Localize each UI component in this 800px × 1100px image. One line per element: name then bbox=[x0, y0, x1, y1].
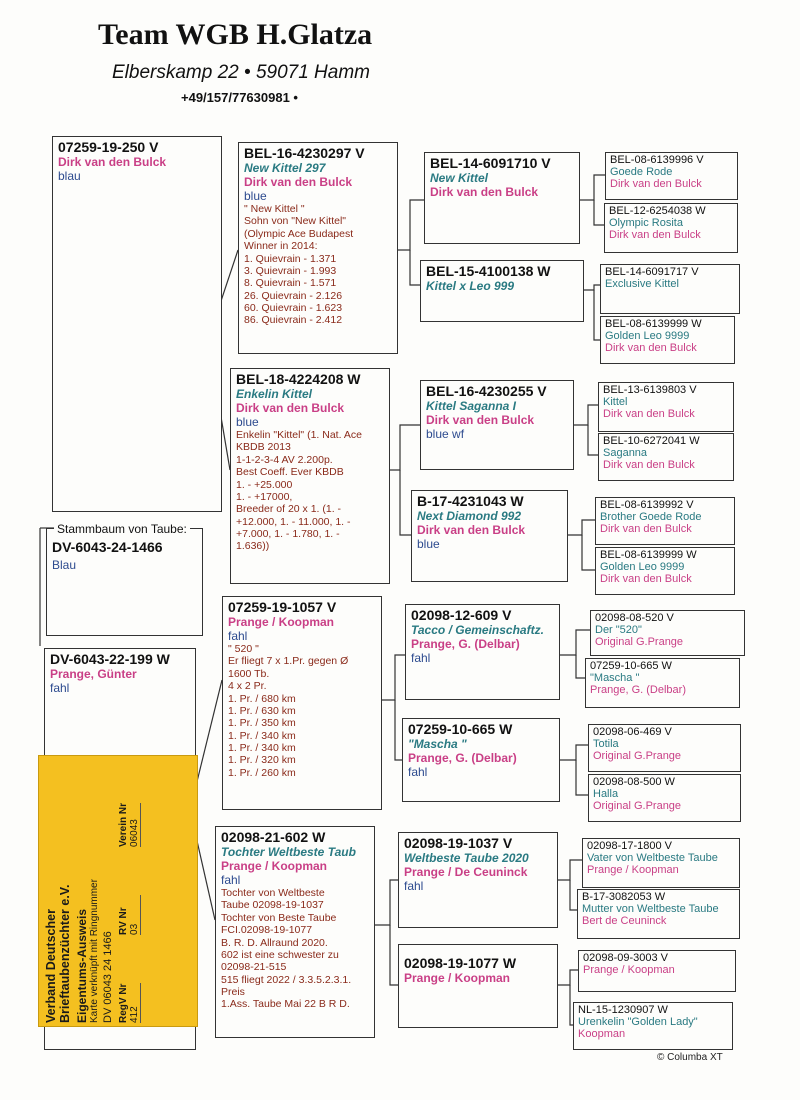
breeder: Prange, G. (Delbar) bbox=[590, 684, 686, 696]
great-grandparent-box bbox=[420, 260, 584, 322]
copyright-footer: © Columba XT bbox=[657, 1052, 723, 1063]
ring-number: 02098-19-1037 V bbox=[404, 835, 513, 851]
connector-line bbox=[594, 200, 604, 225]
card-regv: 412 bbox=[129, 983, 141, 1023]
ring-number: 02098-09-3003 V bbox=[583, 952, 669, 964]
connector-line bbox=[395, 700, 402, 760]
ring-number: BEL-16-4230255 V bbox=[426, 383, 547, 399]
breeder: Original G.Prange bbox=[593, 750, 682, 762]
ownership-card bbox=[38, 755, 198, 1027]
ring-number: BEL-18-4224208 W bbox=[236, 371, 361, 387]
pigeon-name: Goede Rode bbox=[610, 166, 673, 178]
color: fahl bbox=[221, 873, 241, 887]
performance-notes: Tochter von Weltbeste Taube 02098-19-1037 Tochter von Beste Taube FCI.02098-19-1077 B. R. D. Allraund 2020. 602 ist eine schwester zu 02098-21-515 515 fliegt 2022 / 3.3.5.2.3.1. Preis 1.Ass. Taube Mai 22 B R D. bbox=[221, 887, 352, 1011]
connector-line bbox=[558, 970, 578, 985]
grandparent-box bbox=[230, 368, 390, 584]
color: fahl bbox=[50, 681, 70, 695]
card-title: Eigentums-Ausweis bbox=[74, 908, 89, 1023]
color: blue bbox=[244, 189, 267, 203]
card-rv: 03 bbox=[129, 895, 141, 935]
ring-number: BEL-12-6254038 W bbox=[609, 205, 706, 217]
ancestor-box bbox=[582, 838, 740, 888]
pigeon-name: Tacco / Gemeinschaftz. bbox=[411, 623, 544, 637]
great-grandparent-box bbox=[420, 380, 574, 470]
pigeon-name: Exclusive Kittel bbox=[605, 278, 679, 290]
ring-number: BEL-14-6091717 V bbox=[605, 266, 699, 278]
grandparent-box bbox=[215, 826, 375, 1038]
pigeon-name: Weltbeste Taube 2020 bbox=[404, 851, 529, 865]
ancestor-box bbox=[605, 152, 738, 200]
breeder: Dirk van den Bulck bbox=[600, 523, 692, 535]
breeder: Prange, G. (Delbar) bbox=[411, 637, 520, 651]
pigeon-name: Totila bbox=[593, 738, 619, 750]
connector-line bbox=[576, 655, 585, 678]
connector-line bbox=[390, 925, 398, 985]
phone-number: +49/157/77630981 • bbox=[181, 90, 298, 105]
breeder: Prange, Günter bbox=[50, 667, 137, 681]
ancestor-box bbox=[588, 724, 741, 772]
breeder: Dirk van den Bulck bbox=[58, 155, 167, 169]
pigeon-name: Der "520" bbox=[595, 624, 642, 636]
connector-line bbox=[410, 250, 420, 285]
connector-line bbox=[574, 405, 598, 425]
ring-number: BEL-08-6139992 V bbox=[600, 499, 694, 511]
page-title: Team WGB H.Glatza bbox=[98, 18, 373, 51]
pigeon-name: Kittel Saganna I bbox=[426, 399, 517, 413]
ring-number: BEL-08-6139999 W bbox=[600, 549, 697, 561]
ring-number: B-17-4231043 W bbox=[417, 493, 524, 509]
ancestor-box bbox=[595, 497, 735, 545]
breeder: Bert de Ceuninck bbox=[582, 915, 667, 927]
breeder: Prange / Koopman bbox=[583, 964, 675, 976]
card-rv-label: RV Nr bbox=[117, 907, 129, 935]
pigeon-name: Halla bbox=[593, 788, 619, 800]
ring-number: DV-6043-22-199 W bbox=[50, 651, 170, 667]
breeder: Dirk van den Bulck bbox=[605, 342, 697, 354]
pigeon-name: Enkelin Kittel bbox=[236, 387, 313, 401]
ancestor-box bbox=[590, 610, 745, 656]
sire-box bbox=[52, 136, 222, 512]
ring-number: NL-15-1230907 W bbox=[578, 1004, 668, 1016]
breeder: Dirk van den Bulck bbox=[244, 175, 353, 189]
ring-number: 02098-21-602 W bbox=[221, 829, 326, 845]
ring-number: 02098-06-469 V bbox=[593, 726, 672, 738]
great-grandparent-box bbox=[424, 152, 580, 244]
breeder: Prange, G. (Delbar) bbox=[408, 751, 517, 765]
ring-number: BEL-08-6139999 W bbox=[605, 318, 702, 330]
connector-line bbox=[568, 520, 595, 535]
ring-number: 02098-12-609 V bbox=[411, 607, 512, 623]
breeder: Dirk van den Bulck bbox=[236, 401, 345, 415]
card-verein: 06043 bbox=[129, 803, 141, 847]
performance-notes: Enkelin "Kittel" (1. Nat. Ace KBDB 2013 1-1-2-3-4 AV 2.200p. Best Coeff. Ever KBDB 1. - +25.000 1. - +17000, Breeder of 20 x 1. (1. - +12.000, 1. - 11.000, 1. - +7.000, 1. - 1.780, 1. - 1.636)) bbox=[236, 429, 362, 553]
connector-line bbox=[400, 470, 411, 535]
breeder: Original G.Prange bbox=[593, 800, 682, 812]
ring-number: BEL-15-4100138 W bbox=[426, 263, 551, 279]
card-subtitle: Karte verknüpft mit Ringnummer bbox=[88, 879, 100, 1023]
ring-number: 07259-19-1057 V bbox=[228, 599, 337, 615]
pigeon-name: Golden Leo 9999 bbox=[600, 561, 685, 573]
ancestor-box bbox=[585, 658, 740, 708]
ancestor-box bbox=[598, 382, 734, 432]
ancestor-box bbox=[598, 433, 734, 481]
great-grandparent-box bbox=[411, 490, 568, 582]
connector-line bbox=[582, 535, 595, 570]
grandparent-box bbox=[222, 596, 382, 810]
ring-number: 07259-10-665 W bbox=[590, 660, 672, 672]
card-regv-label: RegV Nr bbox=[117, 983, 129, 1023]
connector-line bbox=[584, 285, 600, 290]
pigeon-name: Kittel bbox=[603, 396, 628, 408]
color: blue bbox=[417, 537, 440, 551]
pigeon-name: "Mascha " bbox=[590, 672, 640, 684]
subject-ring-number: DV-6043-24-1466 bbox=[52, 539, 163, 555]
breeder: Original G.Prange bbox=[595, 636, 684, 648]
breeder: Dirk van den Bulck bbox=[430, 185, 539, 199]
connector-line bbox=[382, 655, 405, 700]
card-ring: DV 06043 24 1466 bbox=[101, 931, 114, 1023]
breeder: Prange / De Ceuninck bbox=[404, 865, 528, 879]
ring-number: BEL-14-6091710 V bbox=[430, 155, 551, 171]
breeder: Dirk van den Bulck bbox=[609, 229, 701, 241]
ring-number: BEL-10-6272041 W bbox=[603, 435, 700, 447]
ring-number: 07259-19-250 V bbox=[58, 139, 159, 155]
card-org-line2: Brieftaubenzüchter e.V. bbox=[58, 884, 73, 1023]
ancestor-box bbox=[600, 264, 740, 314]
card-verein-label: Verein Nr bbox=[117, 803, 129, 847]
pigeon-name: "Mascha " bbox=[408, 737, 467, 751]
ring-number: BEL-08-6139996 V bbox=[610, 154, 704, 166]
ring-number: 02098-19-1077 W bbox=[404, 955, 517, 971]
ring-number: 02098-17-1800 V bbox=[587, 840, 673, 852]
address: Elberskamp 22 • 59071 Hamm bbox=[112, 62, 370, 83]
connector-line bbox=[580, 175, 605, 200]
ancestor-box bbox=[600, 316, 735, 364]
breeder: Dirk van den Bulck bbox=[603, 459, 695, 471]
ancestor-box bbox=[588, 774, 741, 822]
pigeon-name: Vater von Weltbeste Taube bbox=[587, 852, 718, 864]
breeder: Prange / Koopman bbox=[404, 971, 511, 985]
connector-line bbox=[558, 860, 582, 880]
breeder: Dirk van den Bulck bbox=[417, 523, 526, 537]
pigeon-name: New Kittel 297 bbox=[244, 161, 326, 175]
pigeon-name: Saganna bbox=[603, 447, 648, 459]
breeder: Dirk van den Bulck bbox=[600, 573, 692, 585]
breeder: Dirk van den Bulck bbox=[603, 408, 695, 420]
ancestor-box bbox=[604, 203, 738, 253]
connector-line bbox=[375, 880, 398, 925]
pigeon-name: Tochter Weltbeste Taub bbox=[221, 845, 356, 859]
connector-line bbox=[588, 425, 598, 455]
ancestor-box bbox=[595, 547, 735, 595]
color: fahl bbox=[404, 879, 424, 893]
color: blue bbox=[236, 415, 259, 429]
performance-notes: " New Kittel " Sohn von "New Kittel" (Olympic Ace Budapest Winner in 2014: 1. Quievrain - 1.371 3. Quievrain - 1.993 8. Quievrain - 1.571 26. Quievrain - 2.126 60. Quievrain - 1.623 86. Quievrain - 2.412 bbox=[244, 203, 354, 327]
connector-line bbox=[576, 760, 588, 795]
pigeon-name: Golden Leo 9999 bbox=[605, 330, 690, 342]
breeder: Prange / Koopman bbox=[587, 864, 679, 876]
connector-line bbox=[570, 880, 577, 910]
breeder: Dirk van den Bulck bbox=[610, 178, 702, 190]
great-grandparent-box bbox=[398, 944, 558, 1028]
color: fahl bbox=[411, 651, 431, 665]
ancestor-box bbox=[578, 950, 736, 992]
performance-notes: " 520 " Er fliegt 7 x 1.Pr. gegen Ø 1600 Tb. 4 x 2 Pr. 1. Pr. / 680 km 1. Pr. / 630 km 1. Pr. / 350 km 1. Pr. / 340 km 1. Pr. / 340 km 1. Pr. / 320 km 1. Pr. / 260 km bbox=[228, 643, 349, 779]
connector-line bbox=[560, 630, 590, 655]
ring-number: 02098-08-520 V bbox=[595, 612, 674, 624]
color: blau bbox=[58, 169, 81, 183]
great-grandparent-box bbox=[398, 832, 558, 928]
ring-number: BEL-16-4230297 V bbox=[244, 145, 365, 161]
color: blue wf bbox=[426, 427, 465, 441]
great-grandparent-box bbox=[405, 604, 560, 700]
ring-number: BEL-13-6139803 V bbox=[603, 384, 697, 396]
subject-label: Stammbaum von Taube: bbox=[54, 522, 190, 536]
ring-number: B-17-3082053 W bbox=[582, 891, 666, 903]
card-org-line1: Verband Deutscher bbox=[44, 909, 58, 1023]
breeder: Dirk van den Bulck bbox=[426, 413, 535, 427]
ancestor-box bbox=[573, 1002, 733, 1050]
breeder: Prange / Koopman bbox=[221, 859, 328, 873]
pigeon-name: Urenkelin "Golden Lady" bbox=[578, 1016, 698, 1028]
ring-number: 07259-10-665 W bbox=[408, 721, 513, 737]
color: fahl bbox=[408, 765, 428, 779]
ancestor-box bbox=[577, 889, 740, 939]
connector-line bbox=[560, 745, 588, 760]
breeder: Prange / Koopman bbox=[228, 615, 335, 629]
pigeon-name: Kittel x Leo 999 bbox=[426, 279, 515, 293]
great-grandparent-box bbox=[402, 718, 560, 802]
pigeon-name: Olympic Rosita bbox=[609, 217, 683, 229]
pigeon-name: Mutter von Weltbeste Taube bbox=[582, 903, 719, 915]
pigeon-name: Brother Goede Rode bbox=[600, 511, 702, 523]
breeder: Koopman bbox=[578, 1028, 626, 1040]
grandparent-box bbox=[238, 142, 398, 354]
pigeon-name: Next Diamond 992 bbox=[417, 509, 522, 523]
ring-number: 02098-08-500 W bbox=[593, 776, 675, 788]
subject-color: Blau bbox=[52, 558, 77, 572]
subject-box bbox=[46, 528, 203, 636]
color: fahl bbox=[228, 629, 248, 643]
pigeon-name: New Kittel bbox=[430, 171, 489, 185]
